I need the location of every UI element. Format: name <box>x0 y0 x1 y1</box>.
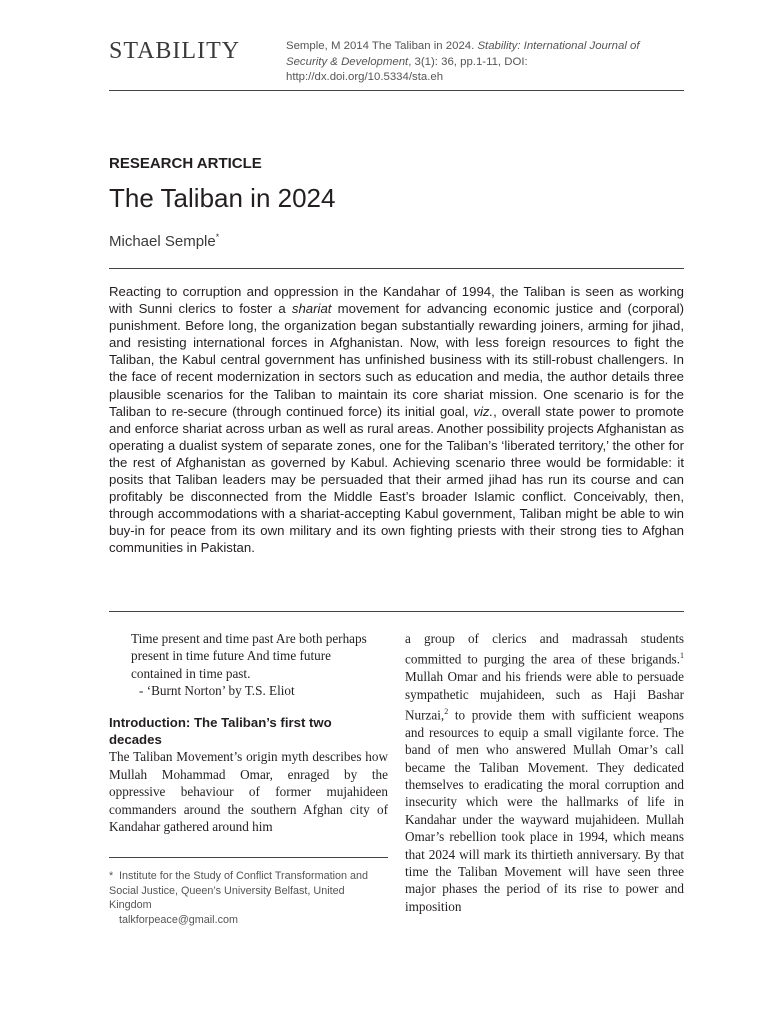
abstract-divider <box>109 611 684 612</box>
affiliation-text: Institute for the Study of Conflict Transformation and Social Justice, Queen’s University Belfast, United Kingdom <box>109 870 369 912</box>
section-heading: Introduction: The Taliban’s first two decades <box>109 714 332 748</box>
epigraph <box>131 630 376 700</box>
journal-logo: STABILITY <box>109 38 241 64</box>
author-email[interactable]: talkforpeace@gmail.com <box>119 913 238 926</box>
citation-prefix: Semple, M 2014 The Taliban in 2024. <box>286 40 478 52</box>
intro-text-b: Mullah Omar and his friends were able to persuade sympathetic mujahideen, such as Haji Bashar Nurzai, <box>405 669 684 723</box>
author-footnote-mark: * <box>215 232 220 242</box>
abstract-part-2: movement for advancing economic justice and (corporal) punishment. Before long, the organization began substantially rewarding joiners, arming for jihad, and resisting international forces in Afghanistan. Now, with less foreign resources to fight the Taliban, the Kabul central government has unfinished business with its still-robust challengers. In the face of recent modernization in sectors such as education and media, the author details three plausible scenarios for the Taliban to maintain its core shariat mission. One scenario is for the Taliban to re-secure (through continued force) its initial goal, <box>109 301 684 419</box>
abstract-viz: viz. <box>473 403 494 419</box>
abstract <box>109 283 684 557</box>
footnote-ref-1[interactable]: 1 <box>680 651 684 661</box>
header-divider <box>109 90 684 91</box>
abstract-shariat: shariat <box>291 301 332 317</box>
author <box>109 232 219 250</box>
epigraph-source: - ‘Burnt Norton’ by T.S. Eliot <box>139 683 295 699</box>
intro-paragraph-left: The Taliban Movement’s origin myth describes how Mullah Mohammad Omar, enraged by the oppressive behaviour of former mujahideen commanders around the southern Afghan city of Kandahar gathered around him <box>109 749 388 835</box>
intro-paragraph-right <box>405 630 684 915</box>
footnote-divider <box>109 857 388 858</box>
affiliation-mark: * <box>109 870 114 882</box>
article-title: The Taliban in 2024 <box>109 183 336 213</box>
footnote-ref-2[interactable]: 2 <box>444 707 449 717</box>
citation <box>286 39 666 86</box>
citation-suffix: , 3(1): 36, pp.1-11, DOI: http://dx.doi.org/10.5334/sta.eh <box>286 55 528 83</box>
epigraph-text: Time present and time past Are both perhaps present in time future And time future contained in time past. <box>131 631 367 681</box>
intro-text-c: to provide them with sufficient weapons and resources to equip a small vigilante force. The band of men who answered Mullah Omar’s call became the Taliban Movement. They dedicated themselves to eradicating the moral corruption and insecurity which were the hallmarks of life in Kandahar under the wayward mujahideen. Mullah Omar’s rebellion took place in 1994, which means that 2024 will mark its thirtieth anniversary. By that time the Taliban Movement will have seen three major phases the period of its rise to power and imposition <box>405 707 684 914</box>
author-name: Michael Semple <box>109 233 216 250</box>
affiliation-footnote <box>109 869 388 927</box>
article-type: RESEARCH ARTICLE <box>109 155 262 172</box>
abstract-part-1: Reacting to corruption and oppression in the Kandahar of 1994, the Taliban is seen as working with Sunni clerics to foster a <box>109 284 684 317</box>
citation-journal: Stability: International Journal of Security & Development <box>286 40 640 68</box>
abstract-part-3: , overall state power to promote and enforce shariat across urban as well as rural areas. Another possibility projects Afghanistan as operating a dualist system of separate zones, one for the Taliban’s ‘liberated territory,’ the other for the rest of Afghanistan as governed by Kabul. Achieving scenario three would be formidable: it posits that Taliban leaders may be persuaded that their armed jihad has run its course and can profitably be disconnected from the Middle East’s broader Islamic conflict. Conceivably, then, through accommodations with a shariat-accepting Kabul government, Taliban might be able to win buy-in for peace from its own military and its own fighting priests with their strong ties to Afghan communities in Pakistan. <box>109 403 684 556</box>
left-column <box>109 630 388 835</box>
title-divider <box>109 268 684 269</box>
intro-text-a: a group of clerics and madrassah students committed to purging the area of these brigands. <box>405 631 684 667</box>
right-column <box>405 630 684 915</box>
